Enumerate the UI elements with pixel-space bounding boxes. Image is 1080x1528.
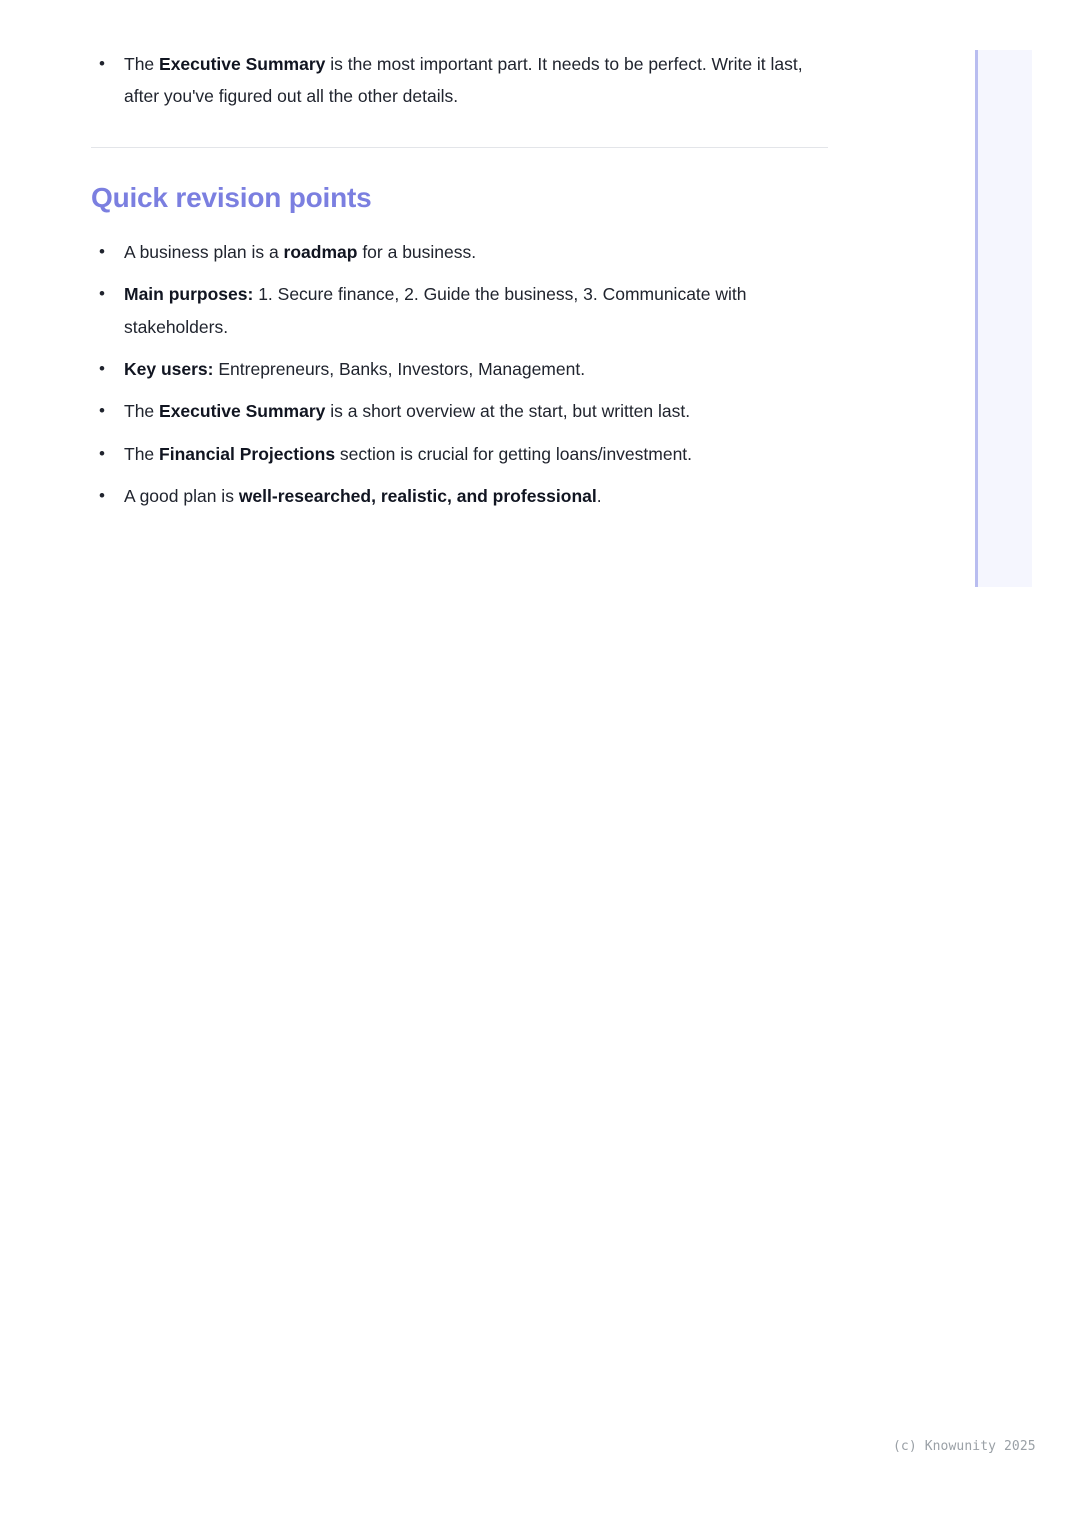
bullet-text-prefix: The	[124, 54, 160, 74]
footer-copyright: (c) Knowunity 2025	[893, 1439, 1036, 1454]
section-divider	[91, 147, 828, 148]
list-item	[91, 48, 831, 113]
bullet-text-prefix: The	[124, 443, 160, 464]
list-item	[91, 438, 831, 470]
list-item	[91, 236, 831, 268]
bullet-text-bold: roadmap	[283, 241, 358, 262]
decorative-side-rail	[975, 50, 1032, 587]
list-item	[91, 278, 831, 343]
bullet-text-bold: well-researched, realistic, and professional	[238, 486, 597, 506]
bullet-text-suffix: is a short overview at the start, but written last.	[325, 401, 691, 422]
bullet-text-suffix: section is crucial for getting loans/investment.	[335, 443, 693, 464]
revision-bullet-list	[91, 236, 831, 513]
bullet-text-bold: Key users:	[124, 358, 214, 379]
bullet-text-bold: Executive Summary	[159, 54, 326, 74]
list-item	[91, 480, 831, 512]
bullet-text-suffix: Entrepreneurs, Banks, Investors, Management.	[213, 358, 586, 379]
bullet-text-suffix: 1. Secure finance, 2. Guide the business, 3. Communicate with stakeholders.	[124, 284, 747, 337]
document-content	[91, 48, 831, 522]
list-item	[91, 353, 831, 385]
bullet-text-suffix: for a business.	[357, 241, 477, 262]
bullet-text-suffix: .	[596, 486, 602, 506]
list-item	[91, 395, 831, 427]
bullet-text-prefix: A business plan is a	[124, 241, 284, 262]
bullet-text-suffix: is the most important part. It needs to be perfect. Write it last, after you've figured out all the other details.	[124, 54, 803, 107]
bullet-text-bold: Main purposes:	[124, 284, 254, 305]
bullet-text-bold: Financial Projections	[159, 443, 336, 464]
bullet-text-prefix: A good plan is	[124, 486, 239, 506]
page-title: Quick revision points	[91, 181, 372, 213]
top-bullet-list	[91, 48, 831, 113]
bullet-text-prefix: The	[124, 401, 160, 422]
bullet-text-bold: Executive Summary	[159, 401, 326, 422]
